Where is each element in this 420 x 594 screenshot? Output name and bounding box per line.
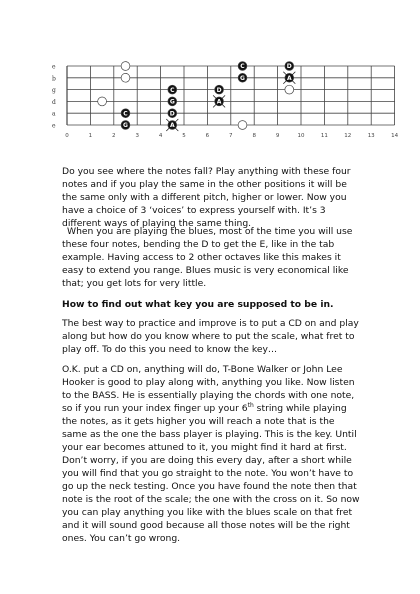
note-label: G — [240, 75, 245, 82]
note-label: C — [240, 63, 245, 71]
note-label: G — [123, 122, 128, 130]
string-name: b — [52, 75, 56, 83]
note-label: A — [286, 75, 292, 82]
open-note-marker — [285, 85, 294, 94]
string-name: a — [52, 110, 56, 118]
note-label: C — [123, 110, 128, 118]
note-label: G — [169, 98, 175, 106]
fretboard-diagram — [0, 0, 420, 150]
paragraph-find-key: O.K. put a CD on, anything will do, T-Bone Walker or John Lee Hooker is good to play along with, anything you like. Now listen to the BASS. He is essentially playing the chords with one note, so if you run your index finger up your 6th string while playing the notes, as it gets higher you will reach a note that is the same as the one the bass player is playing. This is the key. Until your ear becomes attuned to it, you might find it hard at first. Don’t worry, if you are doing this every day, after a short while you will find that you go straight to the note. You won’t have to go up the neck testing. Once you have found the note then that note is the root of the scale; the one with the cross on it. So now you can play anything you like with the blues scale on that fret and it will sound good because all those notes will be the right ones. You can’t go wrong. — [62, 364, 360, 544]
fret-number: 11 — [320, 133, 328, 139]
fret-number: 2 — [112, 133, 116, 139]
note-label: A — [169, 122, 175, 130]
string-name: e — [52, 63, 56, 71]
fret-number: 0 — [65, 133, 69, 139]
string-name: d — [52, 98, 56, 106]
fret-number: 4 — [158, 133, 163, 139]
note-label: D — [216, 86, 222, 94]
note-label: D — [169, 110, 175, 118]
fret-number: 1 — [88, 133, 93, 139]
note-label: D — [286, 63, 292, 71]
fret-number: 8 — [252, 133, 256, 139]
fret-number: 3 — [135, 133, 139, 139]
fret-number: 9 — [275, 133, 280, 139]
string-name: e — [52, 122, 56, 130]
paragraph-notes-positions: Do you see where the notes fall? Play anything with these four notes and if you play the same in the other positions it will be the same only with a different pitch, higher or lower. Now you have a choice of 3 ‘voices’ to express yourself with. It’s 3 different ways of playing the same thing. — [62, 166, 351, 229]
paragraph-blues-notes: When you are playing the blues, most of the time you will use these four notes, bending the D to get the E, like in the tab example. Having access to 2 other octaves like this makes it easy to extend you range. Blues music is very economical like that; you get lots for very little. — [62, 226, 353, 289]
open-note-marker — [121, 73, 130, 82]
open-note-marker — [238, 121, 247, 130]
fret-number: 5 — [182, 133, 186, 139]
fret-number: 12 — [344, 133, 352, 139]
fret-number: 6 — [205, 133, 210, 139]
fret-number: 7 — [229, 133, 233, 139]
fret-number: 10 — [297, 133, 305, 139]
fret-number: 13 — [367, 133, 375, 139]
fret-number: 14 — [391, 133, 399, 139]
open-note-marker — [121, 62, 130, 71]
note-label: C — [170, 86, 175, 94]
string-name: g — [52, 87, 56, 95]
paragraph-practice: The best way to practice and improve is to put a CD on and play along but how do you know where to put the scale, what fret to play off. To do this you need to know the key… — [62, 318, 359, 355]
note-label: A — [216, 98, 222, 106]
section-heading: How to find out what key you are supposed to be in. — [62, 299, 334, 310]
open-note-marker — [98, 97, 107, 106]
